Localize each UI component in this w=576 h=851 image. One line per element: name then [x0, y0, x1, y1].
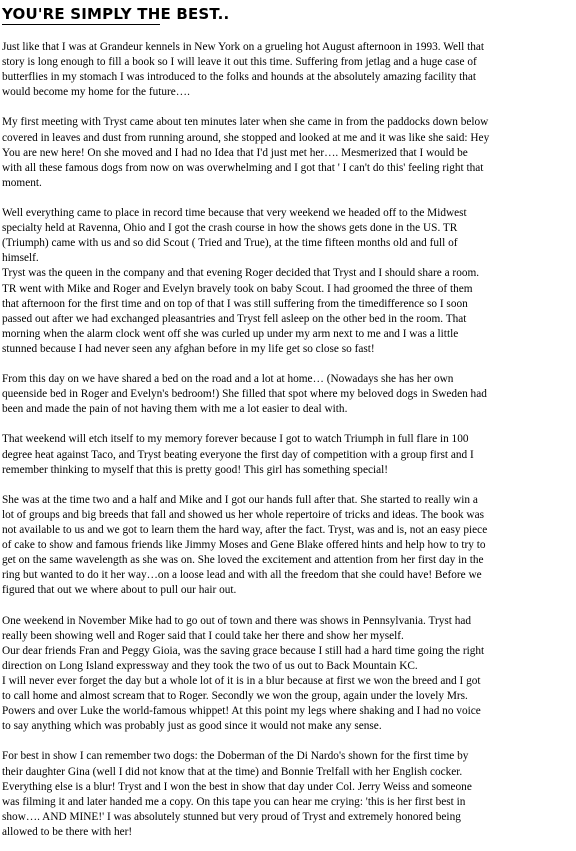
text-line: their daughter Gina (well I did not know that at the time) and Bonnie Trelfall with her English cocker. [2, 765, 463, 778]
paragraph [2, 372, 576, 417]
text-line: show…. AND MINE!' I was absolutely stunned but very proud of Tryst and extremely honored being [2, 810, 461, 823]
paragraph [2, 115, 576, 190]
text-line: morning when the alarm clock went off she was curled up under my arm next to me and I was a little [2, 327, 459, 340]
text-line: himself. [2, 252, 39, 265]
text-line: That weekend will etch itself to my memory forever because I got to watch Triumph in full flare in 100 [2, 433, 469, 446]
text-line: stunned because I had never seen any afghan before in my life get so close so fast! [2, 342, 375, 355]
paragraph [2, 749, 576, 840]
text-line: One weekend in November Mike had to go out of town and there was shows in Pennsylvania. Tryst had [2, 614, 472, 627]
text-line: figured that out we where about to pull our hair out. [2, 584, 237, 597]
text-line: was filming it and later handed me a copy. On this tape you can hear me crying: 'this is her first best in [2, 795, 466, 808]
text-line: butterflies in my stomach I was introduced to the folks and hounds at the absolutely amazing facility that [2, 71, 477, 84]
document-body [2, 40, 576, 840]
paragraph [2, 206, 576, 357]
paragraph [2, 432, 576, 477]
text-line: Everything else is a blur! Tryst and I won the best in show that day under Col. Jerry Weiss and someone [2, 780, 472, 793]
text-line: not available to us and we got to learn them the hard way, after the fact. Tryst, was and is, not an easy piece [2, 524, 488, 536]
text-line: allowed to be there with her! [2, 825, 133, 838]
text-line: She was at the time two and a half and Mike and I got our hands full after that. She started to really win a [2, 493, 478, 506]
text-line: covered in leaves and dust from running around, she stopped and looked at me and it was like she said: Hey [2, 131, 490, 144]
text-line: really been showing well and Roger said that I could take her there and show her myself. [2, 629, 404, 642]
text-line: Our dear friends Fran and Peggy Gioia, was the saving grace because I still had a hard time going the right [2, 644, 485, 657]
text-line: that afternoon for the first time and on top of that I was still suffering from the timedifference so I soon [2, 297, 468, 310]
paragraph [2, 614, 576, 735]
text-line: queenside bed in Roger and Evelyn's bedroom!) She filled that spot where my beloved dogs in Sweden had [2, 388, 487, 401]
text-line: Well everything came to place in record time because that very weekend we headed off to the Midwest [2, 207, 467, 220]
text-line: been and made the pain of not having them with me a lot easier to deal with. [2, 403, 348, 416]
text-line: direction on Long Island expressway and they took the two of us out to Back Mountain KC. [2, 659, 418, 672]
text-line: to say anything which was probably just as good since it would not make any sense. [2, 720, 382, 733]
text-line: For best in show I can remember two dogs: the Doberman of the Di Nardo's shown for the first time by [2, 750, 469, 763]
text-line: You are new here! On she moved and I had no Idea that I'd just met her…. Mesmerized that I would be [2, 146, 468, 159]
text-line: story is long enough to fill a book so I will leave it out this time. Suffering from jetlag and a huge case of [2, 56, 477, 69]
paragraph [2, 493, 576, 599]
text-line: TR went with Mike and Roger and Evelyn bravely took on baby Scout. I had groomed the three of them [2, 282, 473, 295]
text-line: Just like that I was at Grandeur kennels in New York on a grueling hot August afternoon in 1993. Well that [2, 41, 485, 53]
text-line: Powers and over Luke the world-famous whippet! At this point my legs where shaking and I had no voice [2, 705, 481, 718]
text-line: would become my home for the future…. [2, 86, 190, 99]
text-line: (Triumph) came with us and so did Scout ( Tried and True), at the time fifteen months old and full of [2, 237, 458, 250]
title-underline [2, 24, 160, 25]
text-line: passed out after we had exchanged pleasantries and Tryst fell asleep on the other bed in the room. That [2, 312, 467, 325]
text-line: to call home and almost scream that to Roger. Secondly we won the group, again under the lovely Mrs. [2, 690, 468, 703]
text-line: specialty held at Ravenna, Ohio and I got the crash course in how the shows gets done in the US. TR [2, 222, 458, 235]
paragraph [2, 40, 576, 100]
text-line: of cake to show and famous friends like Jimmy Moses and Gene Blake offered hints and help how to try to [2, 539, 486, 552]
page-title: YOU'RE SIMPLY THE BEST.. [2, 5, 230, 23]
text-line: lot of groups and big breeds that fall and showed us her whole repertoire of tricks and ideas. The book was [2, 508, 484, 521]
text-line: with all these famous dogs from now on was overwhelming and I got that ' I can't do this' feeling right that [2, 161, 484, 174]
text-line: remember thinking to myself that this is pretty good! This girl has something special! [2, 463, 389, 476]
text-line: degree heat against Taco, and Tryst beating everyone the first day of competition with a group first and I [2, 448, 474, 461]
text-line: My first meeting with Tryst came about ten minutes later when she came in from the paddocks down below [2, 116, 489, 129]
text-line: From this day on we have shared a bed on the road and a lot at home… (Nowadays she has her own [2, 373, 454, 386]
text-line: ring but wanted to do it her way…on a loose lead and with all the freedom that she could have! Before we [2, 569, 482, 582]
text-line: Tryst was the queen in the company and that evening Roger decided that Tryst and I should share a room. [2, 267, 480, 280]
text-line: moment. [2, 176, 42, 189]
text-line: get on the same wavelength as she was on. She loved the excitement and attention from her first day in the [2, 554, 484, 567]
text-line: I will never ever forget the day but a whole lot of it is in a blur because at first we won the breed and I got [2, 674, 481, 687]
